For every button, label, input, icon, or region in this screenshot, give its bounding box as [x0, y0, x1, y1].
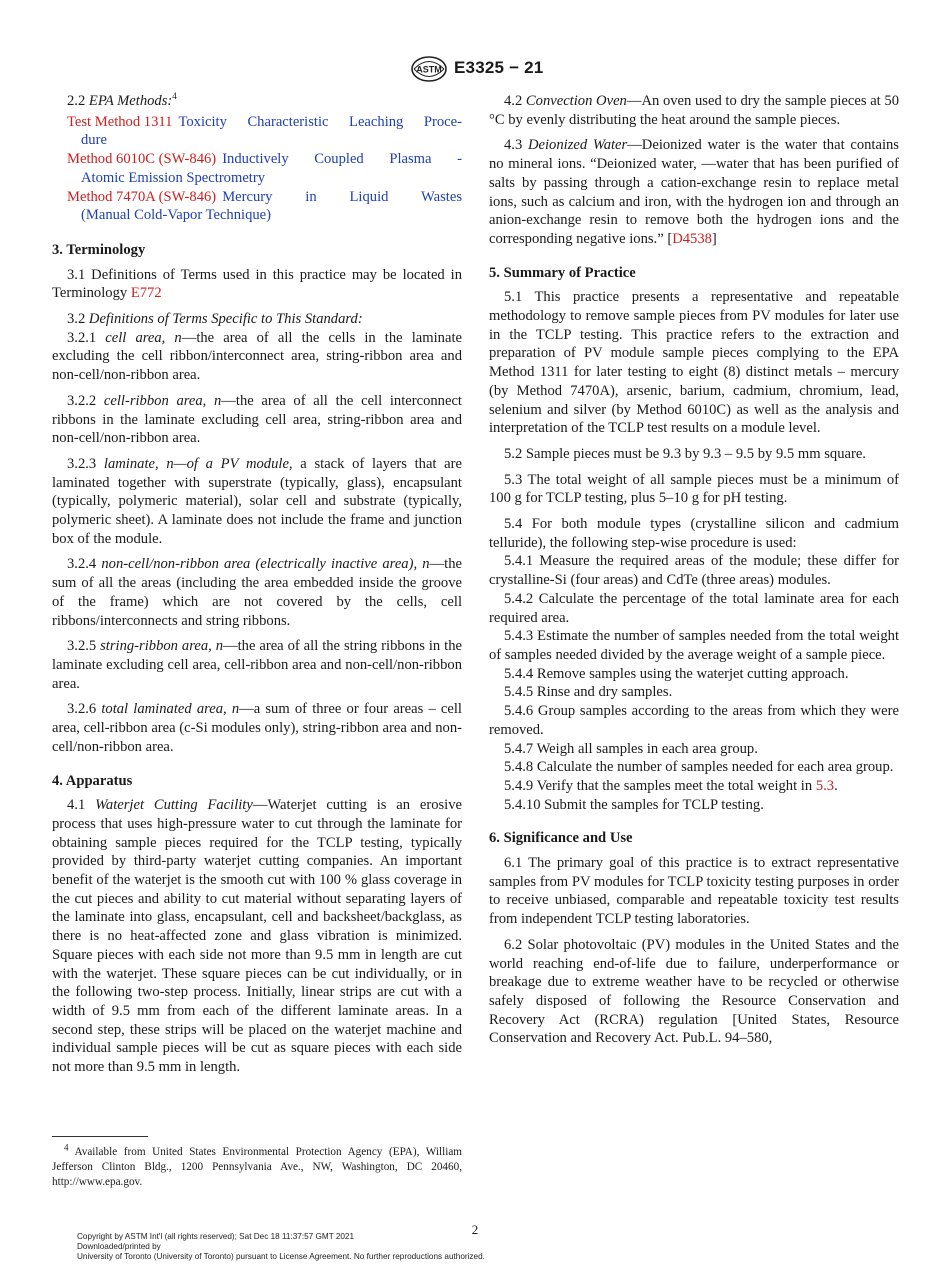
definition: 3.2.2 cell-ribbon area, n—the area of all the cell interconnect ribbons in the laminate excluding cell area, string-ribbon area and non-cell/non-ribbon area. — [52, 392, 462, 447]
step: 5.4.7 Weigh all samples in each area group. — [504, 740, 758, 757]
page-header — [0, 56, 950, 84]
definition: 3.2.4 non-cell/non-ribbon area (electrically inactive area), n—the sum of all the areas (including the area embedded inside the groove of the frame) which are not covered by the cells, cell ribbons/interconnects and string ribbons. — [52, 556, 462, 629]
paragraph: 5.4 For both module types (crystalline silicon and cadmium telluride), the following step-wise procedure is used: — [489, 516, 899, 551]
paragraph: 4.1 Waterjet Cutting Facility—Waterjet cutting is an erosive process that uses high-pressure water to cut through the laminate for obtaining sample pieces required for the TCLP testing, typically provided by third-party waterjet cutting companies. An important benefit of the waterjet is the smooth cut with 100 % glass coverage in the cut pieces and ability to cut material without separating layers of the laminate into glass, encapsulant, cell and backsheet/backglass, as there is no heat-affected zone and glass vibration is minimized. Square pieces with each side not more than 9.5 mm in length are cut with the waterjet. These square pieces can be cut individually, or in the following two-step process. Initially, linear strips are cut with a width of 9.5 mm from each of the different laminate areas. In a second step, these strips will be placed on the waterjet machine and individual sample pieces will be cut as square pieces with each side not more than 9.5 mm in length. — [52, 797, 462, 1076]
step: 5.4.4 Remove samples using the waterjet cutting approach. — [504, 665, 849, 682]
paragraph: 4.3 Deionized Water—Deionized water is the water that contains no mineral ions. “Deionized water, —water that has been purified of salts by passing through a cation-exchange resin to replace metal ions, such as calcium and iron, with the hydrogen ion and through an anion-exchange resin to remove both the hydrogen ions and the corresponding negative ions.” [D4538] — [489, 137, 899, 247]
step: 5.4.6 Group samples according to the areas from which they were removed. — [489, 703, 899, 738]
paragraph: 5.1 This practice presents a representative and repeatable methodology to remove sample pieces from PV modules for later use in the TCLP testing. This practice refers to the extraction and preparation of PV module sample pieces complying to the EPA Method 1311 for later testing to eight (8) distinct metals – mercury (by Method 7470A), arsenic, barium, cadmium, chromium, lead, selenium and silver (by Method 6010C) as well as the analysis and interpretation of the TCLP test results on a module level. — [489, 289, 899, 437]
step: 5.4.2 Calculate the percentage of the total laminate area for each required area. — [489, 590, 899, 626]
astm-logo-icon — [410, 56, 448, 82]
paragraph: 6.2 Solar photovoltaic (PV) modules in the United States and the world reaching end-of-life due to failure, underperformance or breakage due to extreme weather have to be recycled or otherwise safely disposed of following the Resource Conservation and Recovery Act (RCRA) regulation [United States, Resource Conservation and Recovery Act. Pub.L. 94–580, — [489, 936, 899, 1047]
right-column — [489, 92, 899, 1055]
section-heading: 5. Summary of Practice — [489, 264, 636, 281]
paragraph: 5.2 Sample pieces must be 9.3 by 9.3 – 9.5 by 9.5 mm square. — [504, 445, 866, 462]
footnote-divider — [52, 1136, 148, 1137]
section-heading: 6. Significance and Use — [489, 830, 633, 847]
reference-item[interactable]: Method 6010C (SW-846) Inductively Coupled Plasma - Atomic Emission Spectrometry — [67, 151, 462, 186]
definition: 3.2.5 string-ribbon area, n—the area of all the string ribbons in the laminate excluding cell area, cell-ribbon area and non-cell/non-ribbon area. — [52, 638, 462, 692]
paragraph: 3.2 Definitions of Terms Specific to This Standard: — [67, 311, 363, 328]
left-column — [52, 92, 462, 1084]
step: 5.4.3 Estimate the number of samples needed from the total weight of samples needed divided by the average weight of a sample piece. — [489, 628, 899, 663]
reference-link[interactable]: 5.3 — [815, 777, 835, 794]
section-heading: 4. Apparatus — [52, 772, 133, 789]
definition: 3.2.1 cell area, n—the area of all the cells in the laminate excluding the cell ribbon/interconnect area, string-ribbon area and non-cell/non-ribbon area. — [52, 329, 462, 384]
copyright-notice: Copyright by ASTM Int'l (all rights reserved); Sat Dec 18 11:37:57 GMT 2021 Downloaded/printed by University of Toronto (University of Toronto) pursuant to License Agreement. No further reproductions authorized. — [77, 1232, 485, 1261]
step: 5.4.9 Verify that the samples meet the total weight in 5.3. — [504, 777, 838, 794]
reference-item[interactable]: Method 7470A (SW-846) Mercury in Liquid Wastes (Manual Cold-Vapor Technique) — [67, 188, 462, 224]
paragraph: 3.1 Definitions of Terms used in this practice may be located in Terminology E772 — [52, 266, 462, 302]
svg-text:ASTM: ASTM — [416, 64, 442, 75]
footnote: $^4$ Available from United States Environmental Protection Agency (EPA), William Jefferson Clinton Bldg., 1200 Pennsylvania Ave., NW, Washington, DC 20460, http://www.epa.gov. — [52, 1142, 462, 1188]
page-number: 2 — [471, 1222, 479, 1237]
epa-methods-heading: 2.2 EPA Methods:$^4$ — [67, 91, 177, 109]
definition: 3.2.3 laminate, n—of a PV module, a stack of layers that are laminated together with superstrate (typically, glass), encapsulant (typically, polymeric material), solar cell and substrate (typically, polymeric sheet). A laminate does not include the frame and junction box of the module. — [52, 455, 462, 547]
reference-link[interactable]: D4538 — [672, 230, 712, 247]
step: 5.4.10 Submit the samples for TCLP testing. — [504, 796, 764, 813]
reference-link[interactable]: E772 — [130, 285, 162, 302]
reference-item[interactable]: Test Method 1311 Toxicity Characteristic Leaching Proce- dure — [67, 113, 462, 149]
step: 5.4.5 Rinse and dry samples. — [504, 684, 673, 701]
standard-designation: E3325 − 21 — [454, 58, 544, 77]
paragraph: 4.2 Convection Oven—An oven used to dry the sample pieces at 50 °C by evenly distributing the heat around the sample pieces. — [489, 93, 899, 128]
step: 5.4.1 Measure the required areas of the module; these differ for crystalline-Si (four areas) and CdTe (three areas) modules. — [489, 553, 899, 589]
paragraph: 6.1 The primary goal of this practice is to extract representative samples from PV modules for TCLP toxicity testing purposes in order to receive unbiased, comparable and repeatable toxicity test results from independent TCLP testing laboratories. — [489, 855, 899, 928]
step: 5.4.8 Calculate the number of samples needed for each area group. — [504, 759, 894, 776]
paragraph: 5.3 The total weight of all sample pieces must be a minimum of 100 g for TCLP testing, plus 5–10 g for pH testing. — [489, 471, 899, 507]
section-heading: 3. Terminology — [52, 241, 146, 258]
definition: 3.2.6 total laminated area, n—a sum of three or four areas – cell area, cell-ribbon area (c-Si modules only), string-ribbon area and non-cell/non-ribbon area. — [52, 701, 462, 755]
